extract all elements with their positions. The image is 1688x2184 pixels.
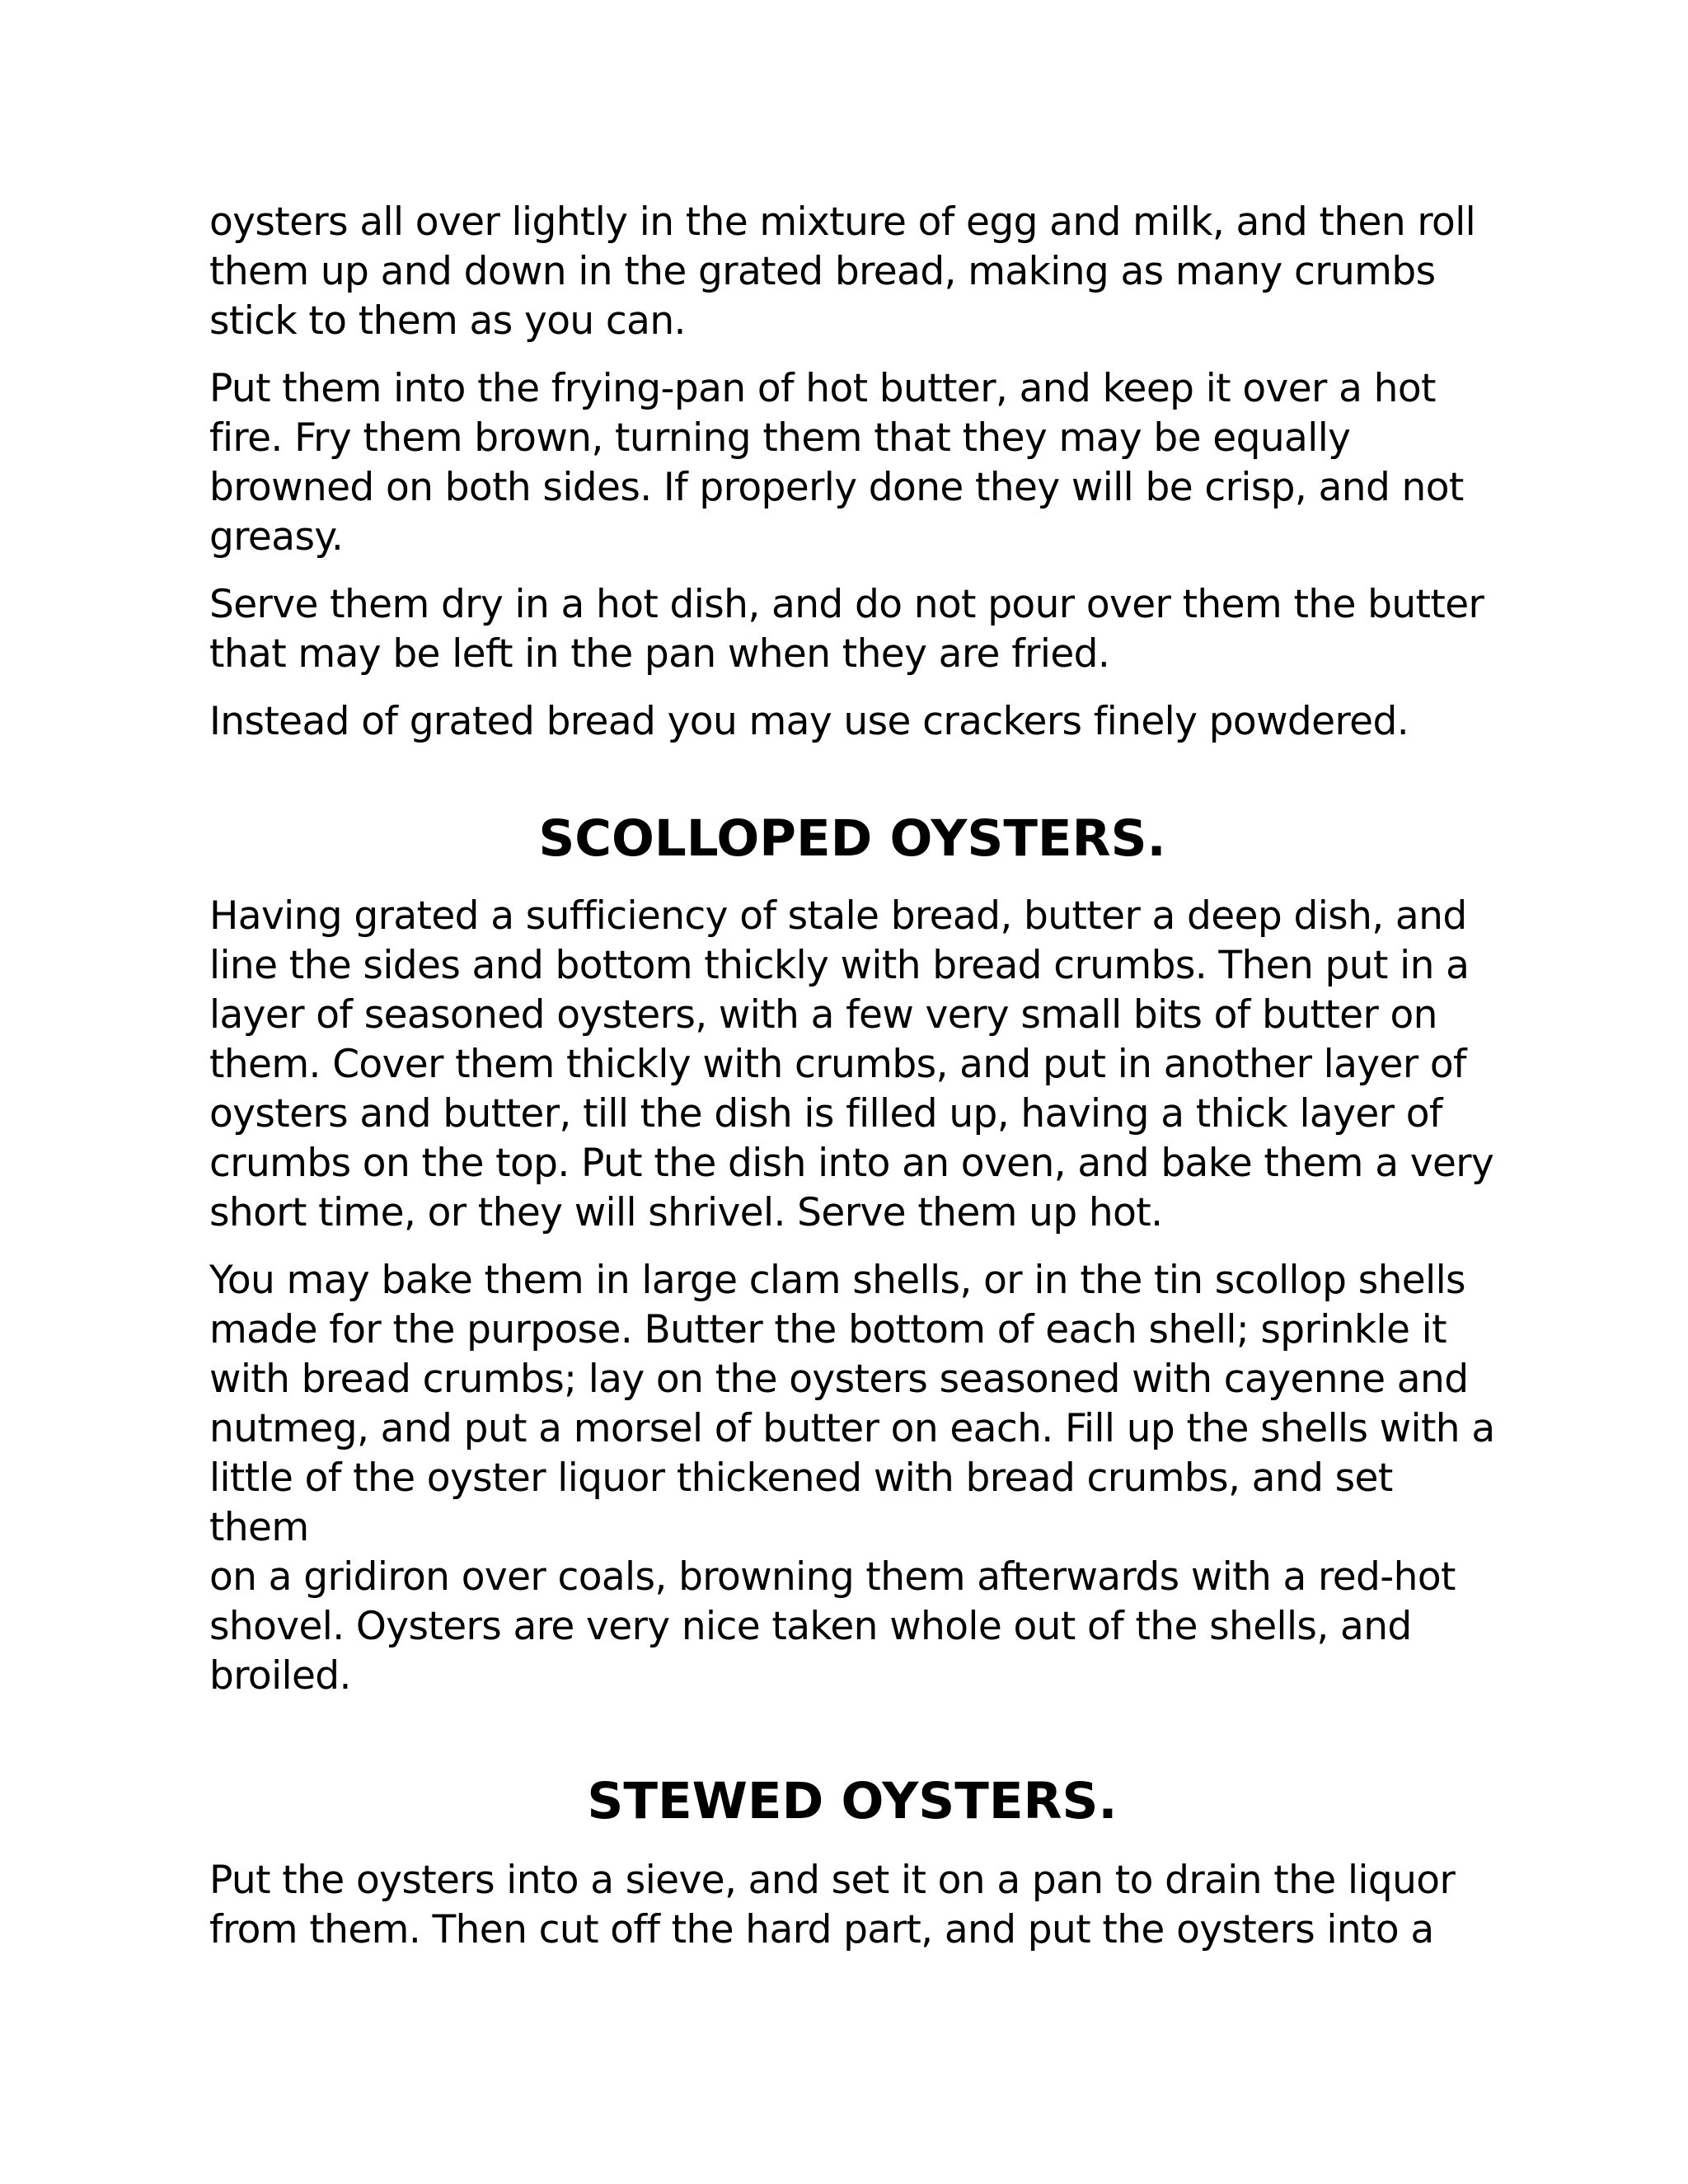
section-heading-scolloped-oysters: SCOLLOPED OYSTERS. — [538, 809, 1166, 868]
paragraph: oysters all over lightly in the mixture of egg and milk, and then roll them up and down in the grated bread, making as many crumbs stick to them as you can. — [209, 199, 1476, 344]
paragraph: You may bake them in large clam shells, or in the tin scollop shells made for the purpose. Butter the bottom of each shell; sprinkle it with bread crumbs; lay on the oysters seasoned with cayenne and nutmeg, and put a morsel of butter on each. Fill up the shells with a little of the oyster liquor thickened with bread crumbs, and set them on a gridiron over coals, browning them afterwards with a red-hot shovel. Oysters are very nice taken whole out of the shells, and broiled. — [209, 1258, 1495, 1699]
paragraph: Put the oysters into a sieve, and set it on a pan to drain the liquor from them. Then cut off the hard part, and put the oysters into a — [209, 1858, 1456, 1952]
paragraph: Put them into the frying-pan of hot butter, and keep it over a hot fire. Fry them brown, turning them that they may be equally browned on both sides. If properly done they will be crisp, and not greasy. — [209, 366, 1464, 560]
paragraph: Serve them dry in a hot dish, and do not pour over them the butter that may be left in the pan when they are fried. — [209, 582, 1484, 677]
paragraph: Instead of grated bread you may use crackers finely powdered. — [209, 699, 1409, 744]
paragraph: Having grated a sufficiency of stale bread, butter a deep dish, and line the sides and bottom thickly with bread crumbs. Then put in a layer of seasoned oysters, with a few very small bits of butter on them. Cover them thickly with crumbs, and put in another layer of oysters and butter, till the dish is filled up, having a thick layer of crumbs on the top. Put the dish into an oven, and bake them a very short time, or they will shrivel. Serve them up hot. — [209, 893, 1494, 1235]
section-heading-stewed-oysters: STEWED OYSTERS. — [587, 1772, 1118, 1830]
document-page — [209, 198, 1495, 1973]
